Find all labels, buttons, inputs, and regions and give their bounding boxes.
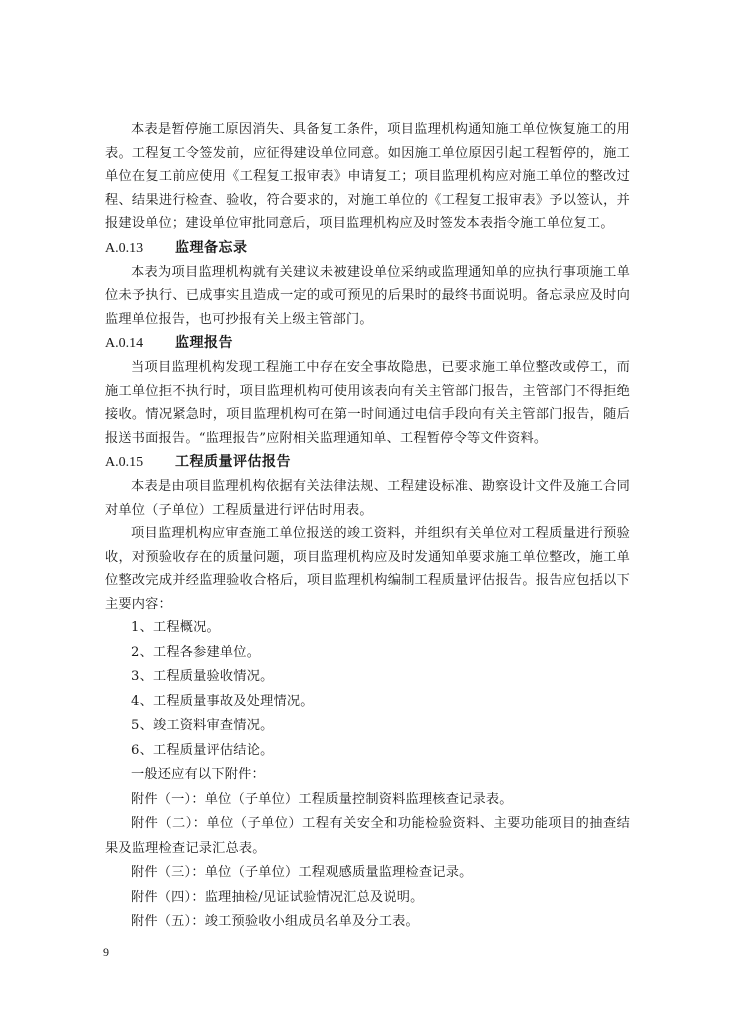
paragraph-quality-assessment: 本表是由项目监理机构依据有关法律法规、工程建设标准、勘察设计文件及施工合同对单位（子单位）工程质量进行评估时用表。 (105, 479, 630, 518)
paragraph-supervision-report: 当项目监理机构发现工程施工中存在安全事故隐患，已要求施工单位整改或停工，而施工单位拒不执行时，项目监理机构可使用该表向有关主管部门报告，主管部门不得拒绝接收。情况紧急时，项目监理机构可在第一时间通过电信手段向有关主管部门报告，随后报送书面报告。“监理报告”应附相关监理通知单、工程暂停令等文件资料。 (105, 360, 630, 446)
list-item: 1、工程概况。 (131, 620, 220, 635)
section-heading-a013 (105, 236, 630, 261)
list-item: 5、竣工资料审查情况。 (131, 718, 274, 733)
list-item: 附件（一）：单位（子单位）工程质量控制资料监理核查记录表。 (131, 791, 513, 807)
list-item: 附件（四）：监理抽检/见证试验情况汇总及说明。 (131, 889, 424, 905)
section-number: A.0.13 (105, 240, 144, 256)
list-item: 2、工程各参建单位。 (131, 644, 261, 660)
paragraph-resume-work-order: 本表是暂停施工原因消失、具备复工条件，项目监理机构通知施工单位恢复施工的用表。工程复工令签发前，应征得建设单位同意。如因施工单位原因引起工程暂停的，施工单位在复工前应使用《工程复工报审表》申请复工；项目监理机构应对施工单位的整改过程、结果进行检查、验收，符合要求的，对施工单位的《工程复工报审表》予以签认，并报建设单位；建设单位审批同意后，项目监理机构应及时签发本表指令施工单位复工。 (105, 122, 630, 231)
page-content (105, 118, 630, 935)
section-heading-a015 (105, 450, 630, 475)
list-item: 附件（三）：单位（子单位）工程观感质量监理检查记录。 (131, 865, 473, 880)
report-contents-list (105, 616, 630, 935)
paragraph-pre-acceptance: 项目监理机构应审查施工单位报送的竣工资料，并组织有关单位对工程质量进行预验收，对预验收存在的质量问题，项目监理机构应及时发通知单要求施工单位整改，施工单位整改完成并经监理验收合格后，项目监理机构编制工程质量评估报告。报告应包括以下主要内容： (105, 526, 630, 612)
list-item: 附件（二）：单位（子单位）工程有关安全和功能检验资料、主要功能项目的抽查结果及监理检查记录汇总表。 (105, 816, 630, 856)
page-number: 9 (103, 945, 109, 959)
section-title: 监理报告 (175, 335, 233, 351)
list-item: 6、工程质量评估结论。 (131, 742, 274, 758)
section-number: A.0.14 (105, 336, 144, 351)
list-item: 3、工程质量验收情况。 (131, 669, 274, 684)
paragraph-memo: 本表为项目监理机构就有关建议未被建设单位采纳或监理通知单的应执行事项施工单位未予执行、已成事实且造成一定的或可预见的后果时的最终书面说明。备忘录应及时向监理单位报告，也可抄报有关上级主管部门。 (105, 264, 630, 327)
section-title: 工程质量评估报告 (175, 454, 291, 470)
list-item: 附件（五）：竣工预验收小组成员名单及分工表。 (131, 914, 419, 929)
section-number: A.0.15 (105, 455, 144, 470)
list-item: 一般还应有以下附件： (131, 767, 265, 782)
list-item: 4、工程质量事故及处理情况。 (131, 693, 314, 709)
section-title: 监理备忘录 (175, 239, 248, 256)
section-heading-a014 (105, 331, 630, 356)
